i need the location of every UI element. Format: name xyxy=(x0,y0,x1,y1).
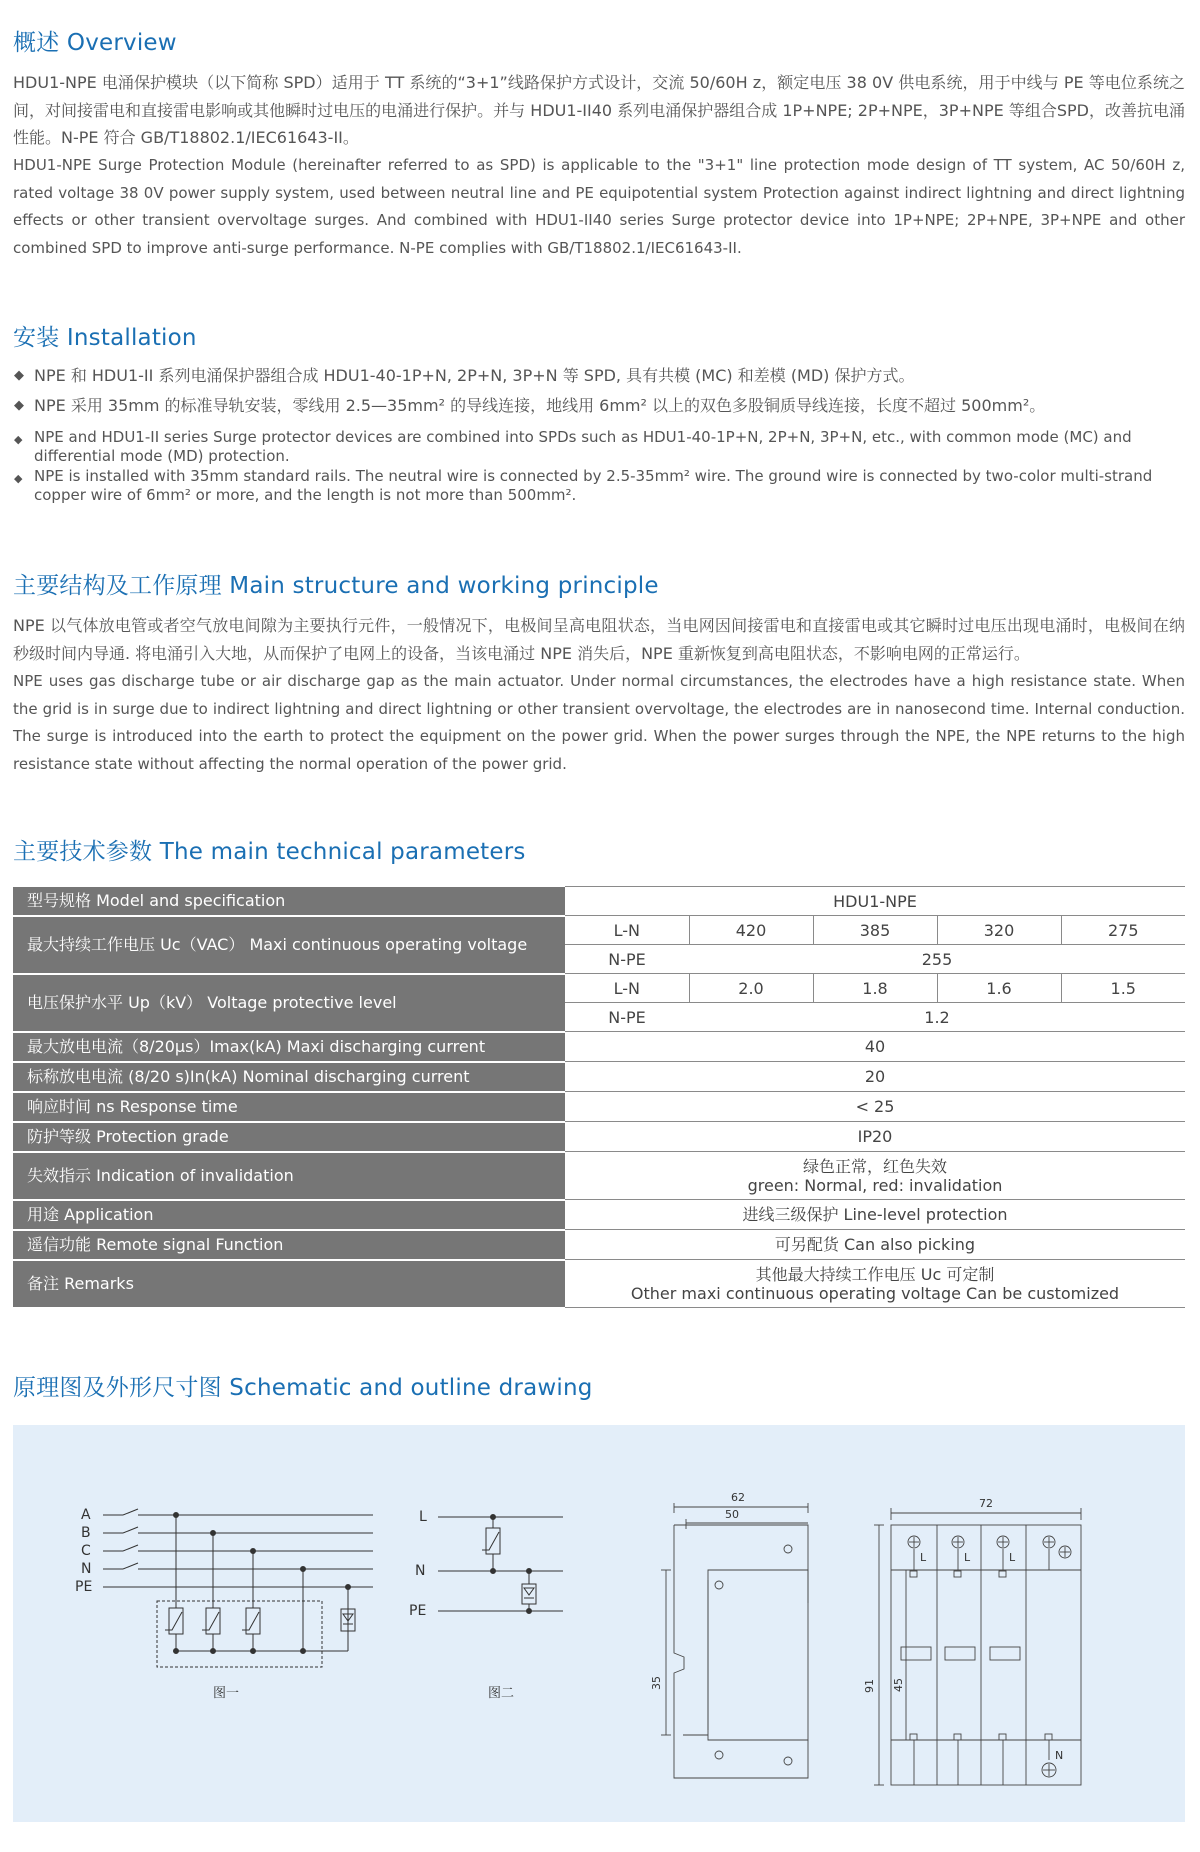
table-cell: 2.0 xyxy=(689,974,813,1003)
table-row xyxy=(13,1122,1185,1152)
drawing-panel xyxy=(13,1425,1185,1822)
list-item-text: NPE 和 HDU1-II 系列电涌保护器组合成 HDU1-40-1P+N, 2P+N, 3P+N 等 SPD, 具有共模 (MC) 和差模 (MD) 保护方式。 xyxy=(34,366,915,385)
remarks-cn: 其他最大持续工作电压 Uc 可定制 xyxy=(755,1264,995,1284)
table-cell: 1.6 xyxy=(937,974,1061,1003)
npe-label: N-PE xyxy=(565,1003,689,1032)
table-cell: 255 xyxy=(689,945,1185,974)
varistor-icon xyxy=(202,1575,220,1651)
table-row xyxy=(13,887,1185,916)
table-row xyxy=(13,1032,1185,1062)
table-cell: 420 xyxy=(689,916,813,945)
table-cell: 1.8 xyxy=(813,974,937,1003)
parameter-table xyxy=(13,886,1185,1309)
list-item-text: NPE 采用 35mm 的标准导轨安装，零线用 2.5—35mm² 的导线连接，地线用 6mm² 以上的双色多股铜质导线连接，长度不超过 500mm²。 xyxy=(34,396,1046,415)
terminal-label: L xyxy=(964,1551,971,1564)
table-cell: 320 xyxy=(937,916,1061,945)
structure-en-text: NPE uses gas discharge tube or air discharge gap as the main actuator. Under normal circumstances, the electrodes have a high resistance state. When the grid is in surge due to indirect lightning and direct lightning or other transient overvoltage, the electrodes are in nanosecond time. Internal conduction. The surge is introduced into the earth to protect the equipment on the power grid. When the power surges through the NPE, the NPE returns to the high resistance state without affecting the normal operation of the power grid. xyxy=(13,672,1185,773)
npe-label: N-PE xyxy=(565,945,689,974)
table-cell: IP20 xyxy=(565,1122,1185,1152)
bullet-icon: ◆ xyxy=(14,368,24,383)
response-label: 响应时间 ns Response time xyxy=(13,1092,565,1122)
terminal-screw-icon xyxy=(1043,1536,1055,1548)
params-heading: 主要技术参数 The main technical parameters xyxy=(13,839,526,865)
figure-1-caption: 图一 xyxy=(213,1686,240,1701)
overview-heading: 概述 Overview xyxy=(13,30,177,56)
uc-label: 最大持续工作电压 Uc（VAC） Maxi continuous operating voltage xyxy=(13,916,565,974)
figure-4-outline xyxy=(863,1497,1081,1785)
varistor-icon xyxy=(242,1575,260,1651)
installation-en-list xyxy=(13,428,1185,506)
line-label: PE xyxy=(75,1579,93,1595)
ln-label: L-N xyxy=(565,974,689,1003)
table-cell xyxy=(565,1152,1185,1200)
figure-2-caption: 图二 xyxy=(488,1686,515,1701)
table-row xyxy=(13,916,1185,945)
model-label: 型号规格 Model and specification xyxy=(13,887,565,916)
table-row xyxy=(13,1200,1185,1230)
table-row xyxy=(13,1230,1185,1260)
table-cell: 20 xyxy=(565,1062,1185,1092)
dimension-label: 62 xyxy=(731,1491,745,1504)
list-item xyxy=(13,391,1185,421)
varistor-icon xyxy=(165,1575,183,1651)
drawing-heading: 原理图及外形尺寸图 Schematic and outline drawing xyxy=(13,1375,593,1401)
figure-1-schematic xyxy=(75,1507,373,1701)
dimension-label: 35 xyxy=(650,1676,663,1690)
terminal-screw-icon xyxy=(908,1536,920,1548)
remote-label: 遥信功能 Remote signal Function xyxy=(13,1230,565,1260)
dimension-label: 45 xyxy=(892,1678,905,1692)
discharge-tube-icon xyxy=(522,1584,536,1604)
line-label: N xyxy=(415,1563,426,1579)
list-item-text: NPE is installed with 35mm standard rails. The neutral wire is connected by 2.5-35mm² wire. The ground wire is connected by two-color multi-strand copper wire of 6mm² or more, and the length is not more than 500mm². xyxy=(34,467,1153,504)
structure-cn-text: NPE 以气体放电管或者空气放电间隙为主要执行元件，一般情况下，电极间呈高电阻状态，当电网因间接雷电和直接雷电或其它瞬时过电压出现电涌时，电极间在纳秒级时间内导通. 将电涌引入大地，从而保护了电网上的设备，当该电涌过 NPE 消失后，NPE 重新恢复到高电阻状态，不影响电网的正常运行。 xyxy=(13,616,1185,663)
dimension-label: 91 xyxy=(863,1679,876,1693)
figure-2-schematic xyxy=(409,1509,563,1701)
indicator-window xyxy=(901,1647,931,1660)
remarks-label: 备注 Remarks xyxy=(13,1260,565,1308)
list-item xyxy=(13,467,1185,505)
list-item xyxy=(13,428,1185,466)
overview-en-text: HDU1-NPE Surge Protection Module (hereinafter referred to as SPD) is applicable to the "3+1" line protection mode design of TT system, AC 50/60H z, rated voltage 38 0V power supply system, used between neutral line and PE equipotential system Protection against indirect lightning and direct lightning effects or other transient overvoltage surges. And combined with HDU1-II40 series Surge protector device into 1P+NPE; 2P+NPE, 3P+NPE and other combined SPD to improve anti-surge performance. N-PE complies with GB/T18802.1/IEC61643-II. xyxy=(13,156,1185,257)
indicator-window xyxy=(945,1647,975,1660)
table-cell: < 25 xyxy=(565,1092,1185,1122)
varistor-icon xyxy=(482,1528,500,1554)
line-label: B xyxy=(81,1525,91,1541)
list-item xyxy=(13,361,1185,391)
line-label: A xyxy=(81,1507,91,1523)
figure-3-outline xyxy=(650,1491,808,1778)
terminal-label: N xyxy=(1055,1749,1064,1762)
model-value: HDU1-NPE xyxy=(565,887,1185,916)
line-label: PE xyxy=(409,1603,427,1619)
in-label: 标称放电电流 (8/20 s)In(kA) Nominal discharging current xyxy=(13,1062,565,1092)
table-cell xyxy=(565,1260,1185,1308)
invalidation-en: green: Normal, red: invalidation xyxy=(747,1175,1003,1195)
dimension-label: 72 xyxy=(979,1497,993,1510)
terminal-screw-icon xyxy=(1059,1546,1071,1558)
bullet-icon: ◆ xyxy=(14,472,23,485)
table-cell: 进线三级保护 Line-level protection xyxy=(565,1200,1185,1230)
terminal-screw-icon xyxy=(997,1536,1009,1548)
ln-label: L-N xyxy=(565,916,689,945)
table-row xyxy=(13,974,1185,1003)
table-cell: 1.5 xyxy=(1061,974,1185,1003)
indicator-window xyxy=(990,1647,1020,1660)
line-label: N xyxy=(81,1561,92,1577)
table-cell: 可另配货 Can also picking xyxy=(565,1230,1185,1260)
invalidation-cn: 绿色正常，红色失效 xyxy=(802,1156,947,1176)
terminal-screw-icon xyxy=(952,1536,964,1548)
terminal-label: L xyxy=(1009,1551,1016,1564)
table-row xyxy=(13,1152,1185,1200)
drawing-svg xyxy=(13,1425,1185,1822)
table-row xyxy=(13,1092,1185,1122)
line-label: L xyxy=(419,1509,427,1525)
dimension-label: 50 xyxy=(725,1508,739,1521)
installation-cn-list xyxy=(13,361,1185,421)
table-row xyxy=(13,1260,1185,1308)
bullet-icon: ◆ xyxy=(14,433,23,446)
terminal-label: L xyxy=(920,1551,927,1564)
grade-label: 防护等级 Protection grade xyxy=(13,1122,565,1152)
table-cell: 1.2 xyxy=(689,1003,1185,1032)
terminal-screw-icon xyxy=(1042,1763,1056,1777)
up-label: 电压保护水平 Up（kV） Voltage protective level xyxy=(13,974,565,1032)
application-label: 用途 Application xyxy=(13,1200,565,1230)
imax-label: 最大放电电流（8/20μs）Imax(kA) Maxi discharging current xyxy=(13,1032,565,1062)
table-cell: 385 xyxy=(813,916,937,945)
remarks-en: Other maxi continuous operating voltage Can be customized xyxy=(630,1283,1120,1303)
table-row xyxy=(13,1062,1185,1092)
table-cell: 275 xyxy=(1061,916,1185,945)
bullet-icon: ◆ xyxy=(14,398,24,413)
structure-heading: 主要结构及工作原理 Main structure and working principle xyxy=(13,573,659,599)
table-cell: 40 xyxy=(565,1032,1185,1062)
line-label: C xyxy=(81,1543,91,1559)
installation-heading: 安装 Installation xyxy=(13,325,197,351)
overview-cn-text: HDU1-NPE 电涌保护模块（以下简称 SPD）适用于 TT 系统的“3+1”线路保护方式设计，交流 50/60H z，额定电压 38 0V 供电系统，用于中线与 PE 等电位系统之间，对间接雷电和直接雷电影响或其他瞬时过电压的电涌进行保护。并与 HDU1-II40 系列电涌保护器组合成 1P+NPE; 2P+NPE，3P+NPE 等组合SPD，改善抗电涌性能。N-PE 符合 GB/T18802.1/IEC61643-II。 xyxy=(13,73,1185,147)
list-item-text: NPE and HDU1-II series Surge protector devices are combined into SPDs such as HDU1-40-1P+N, 2P+N, 3P+N, etc., with common mode (MC) and differential mode (MD) protection. xyxy=(34,428,1132,465)
invalidation-label: 失效指示 Indication of invalidation xyxy=(13,1152,565,1200)
